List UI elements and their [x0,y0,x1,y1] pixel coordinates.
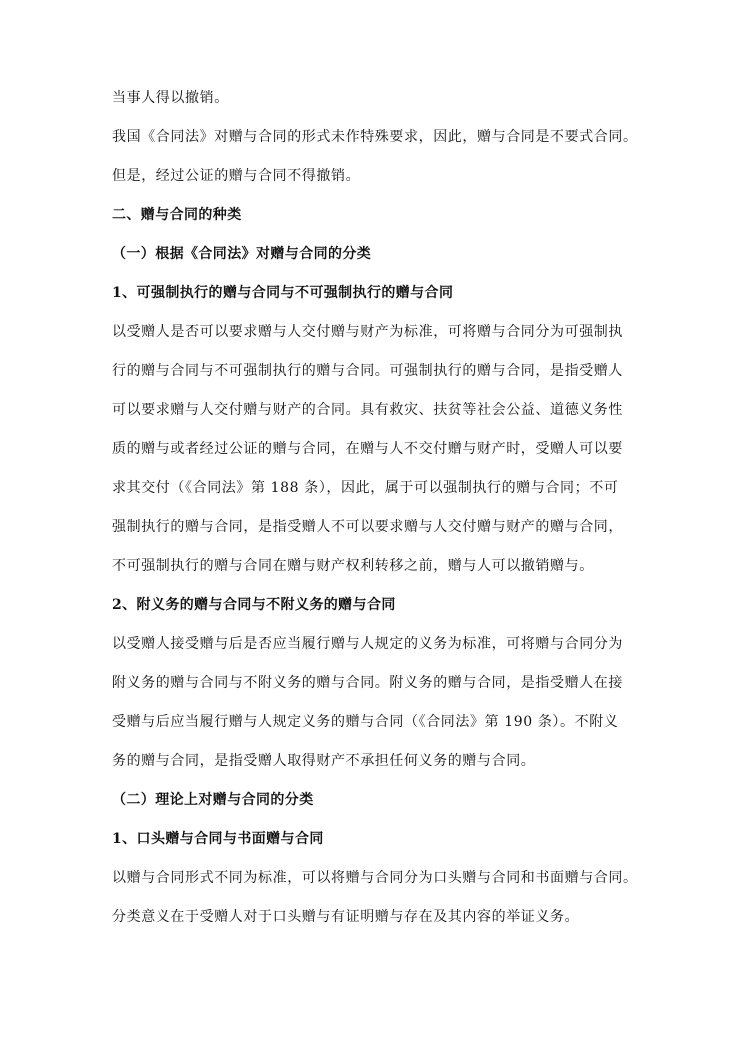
text-line: 但是，经过公证的赠与合同不得撤销。 [112,168,361,184]
text-line: 质的赠与或者经过公证的赠与合同，在赠与人不交付赠与财产时，受赠人可以要 [112,441,623,457]
text-line: 附义务的赠与合同与不附义务的赠与合同。附义务的赠与合同，是指受赠人在接 [112,675,623,691]
paragraph [112,88,640,108]
text-line: 可以要求赠与人交付赠与财产的合同。具有救灾、扶贫等社会公益、道德义务性 [112,402,623,418]
text-line: 强制执行的赠与合同，是指受赠人不可以要求赠与人交付赠与财产的赠与合同， [112,519,623,535]
text-line: 我国《合同法》对赠与合同的形式未作特殊要求，因此，赠与合同是不要式合同。 [112,129,638,145]
text-line: 以受赠人接受赠与后是否应当履行赠与人规定的义务为标准，可将赠与合同分为 [112,636,623,652]
paragraph [112,634,640,771]
text-line: 以赠与合同形式不同为标准，可以将赠与合同分为口头赠与合同和书面赠与合同。 [112,870,638,886]
section-heading [112,205,640,225]
text-line: 2、附义务的赠与合同与不附义务的赠与合同 [112,597,396,613]
text-line: 1、口头赠与合同与书面赠与合同 [112,831,324,847]
text-line: 当事人得以撤销。 [112,90,229,106]
section-heading [112,244,640,264]
text-line: 受赠与后应当履行赠与人规定义务的赠与合同（《合同法》第 190 条）。不附义 [112,714,619,730]
text-line: 不可强制执行的赠与合同在赠与财产权利转移之前，赠与人可以撤销赠与。 [112,558,594,574]
text-line: 分类意义在于受赠人对于口头赠与有证明赠与存在及其内容的举证义务。 [112,909,580,925]
text-line: 1、可强制执行的赠与合同与不可强制执行的赠与合同 [112,285,454,301]
section-heading [112,595,640,615]
text-line: 务的赠与合同，是指受赠人取得财产不承担任何义务的赠与合同。 [112,753,536,769]
text-line: 行的赠与合同与不可强制执行的赠与合同。可强制执行的赠与合同，是指受赠人 [112,363,623,379]
text-line: 二、赠与合同的种类 [112,207,242,223]
section-heading [112,283,640,303]
paragraph [112,127,640,147]
paragraph [112,166,640,186]
text-line: （一）根据《合同法》对赠与合同的分类 [112,246,372,262]
paragraph [112,868,640,888]
text-line: （二）理论上对赠与合同的分类 [112,792,314,808]
section-heading [112,829,640,849]
text-line: 求其交付（《合同法》第 188 条），因此，属于可以强制执行的赠与合同；不可 [112,480,619,496]
section-heading [112,790,640,810]
paragraph [112,322,640,576]
text-line: 以受赠人是否可以要求赠与人交付赠与财产为标准，可将赠与合同分为可强制执 [112,324,623,340]
document-page [112,88,640,927]
paragraph [112,907,640,927]
